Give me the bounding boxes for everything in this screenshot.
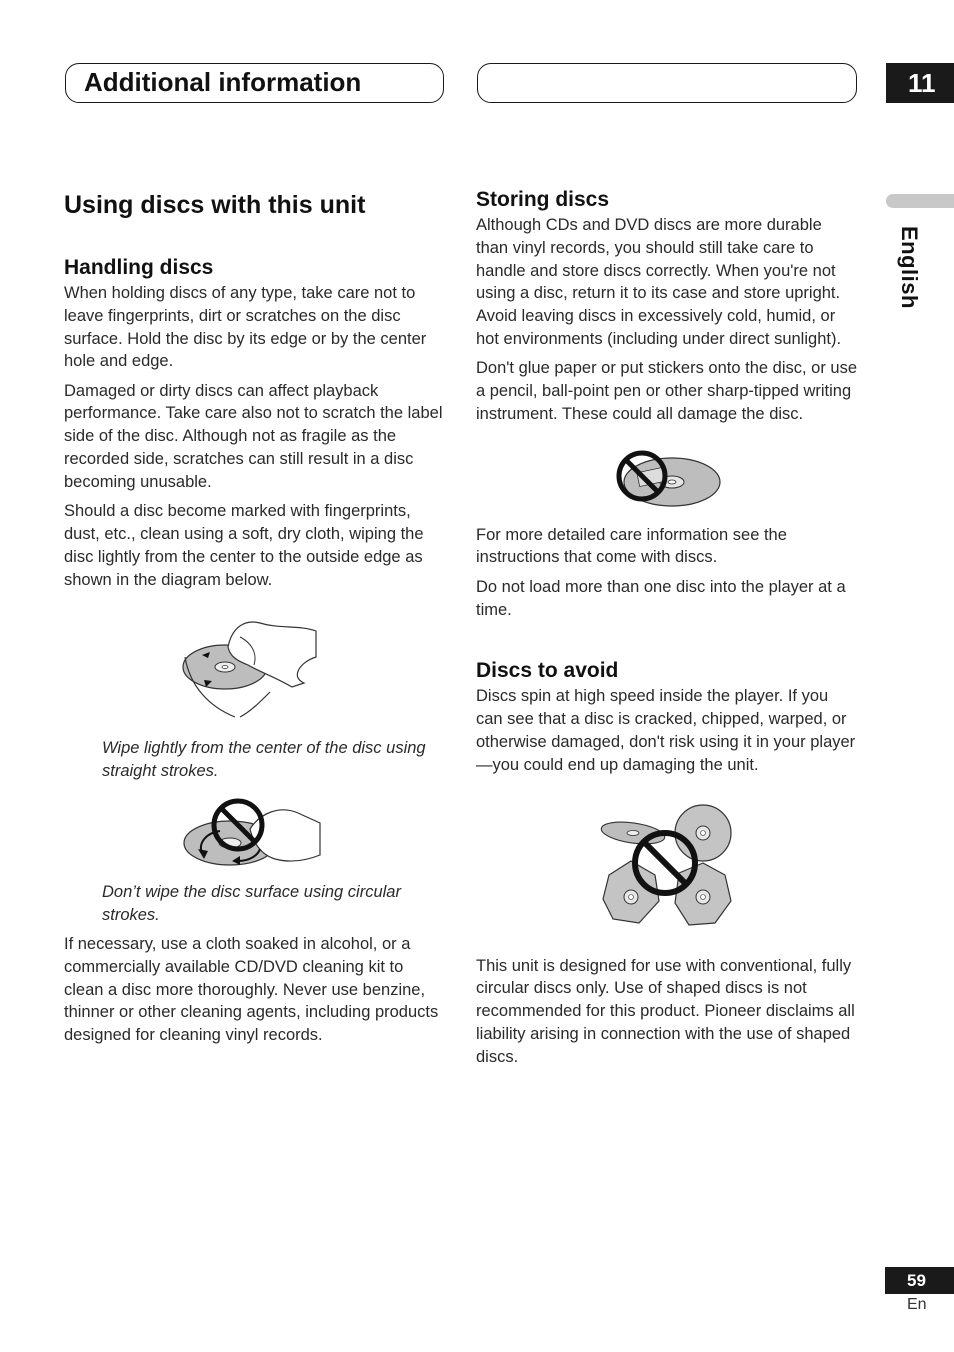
chapter-number-badge: 11 xyxy=(886,63,954,103)
sticker-prohibited-illustration xyxy=(612,446,722,512)
handling-paragraph-2: Damaged or dirty discs can affect playback performance. Take care also not to scratch the label side of the disc. Although not as fragile as the recorded side, scratches can still result in a disc becoming unusable. xyxy=(64,381,443,491)
language-tab-marker xyxy=(886,194,954,208)
language-tab-label: English xyxy=(897,226,922,309)
section-title: Additional information xyxy=(84,67,362,97)
avoid-paragraph-2: This unit is designed for use with conventional, fully circular discs only. Use of shaped discs is not recommended for this product. Pioneer disclaims all liability arising in connection with the use of shaped discs. xyxy=(476,956,855,1066)
handling-discs-heading: Handling discs xyxy=(64,256,214,279)
storing-discs-heading: Storing discs xyxy=(476,188,610,211)
handling-paragraph-1: When holding discs of any type, take care not to leave fingerprints, dirt or scratches on the disc surface. Hold the disc by its edge or by the center hole and edge. xyxy=(64,284,427,371)
storing-paragraph-1: Although CDs and DVD discs are more durable than vinyl records, you should still take care to handle and store discs correctly. When you're not using a disc, return it to its case and store upright. Avoid leaving discs in excessively cold, humid, or hot environments (including under direct sunlight). xyxy=(476,216,842,348)
header-blank-box xyxy=(477,63,857,103)
wipe-straight-illustration xyxy=(180,617,330,727)
wipe-circular-prohibited-illustration xyxy=(180,793,330,875)
caption-wipe-circular: Don’t wipe the disc surface using circular strokes. xyxy=(102,882,401,924)
storing-paragraph-4: Do not load more than one disc into the player at a time. xyxy=(476,577,846,619)
handling-paragraph-3: Should a disc become marked with fingerprints, dust, etc., clean using a soft, dry cloth, wiping the disc lightly from the center to the outside edge as shown in the diagram below. xyxy=(64,502,424,589)
discs-to-avoid-heading: Discs to avoid xyxy=(476,659,619,683)
right-column xyxy=(476,186,858,1069)
handling-paragraph-4: If necessary, use a cloth soaked in alcohol, or a commercially available CD/DVD cleaning kit to clean a disc more thoroughly. Never use benzine, thinner or other cleaning agents, including products designed for cleaning vinyl records. xyxy=(64,935,439,1045)
left-column xyxy=(64,188,446,1047)
page-title: Using discs with this unit xyxy=(64,191,366,219)
avoid-paragraph-1: Discs spin at high speed inside the player. If you can see that a disc is cracked, chipped, warped, or otherwise damaged, don't risk using it in your player—you could end up damaging the unit. xyxy=(476,687,856,774)
storing-paragraph-3: For more detailed care information see the instructions that come with discs. xyxy=(476,525,787,567)
shaped-discs-prohibited-illustration xyxy=(599,803,735,933)
storing-paragraph-2: Don't glue paper or put stickers onto the disc, or use a pencil, ball-point pen or other sharp-tipped writing instrument. These could all damage the disc. xyxy=(476,359,858,423)
caption-wipe-straight: Wipe lightly from the center of the disc using straight strokes. xyxy=(102,739,426,781)
page-number-badge: 59 xyxy=(885,1267,954,1294)
page-language-code: En xyxy=(907,1296,927,1313)
